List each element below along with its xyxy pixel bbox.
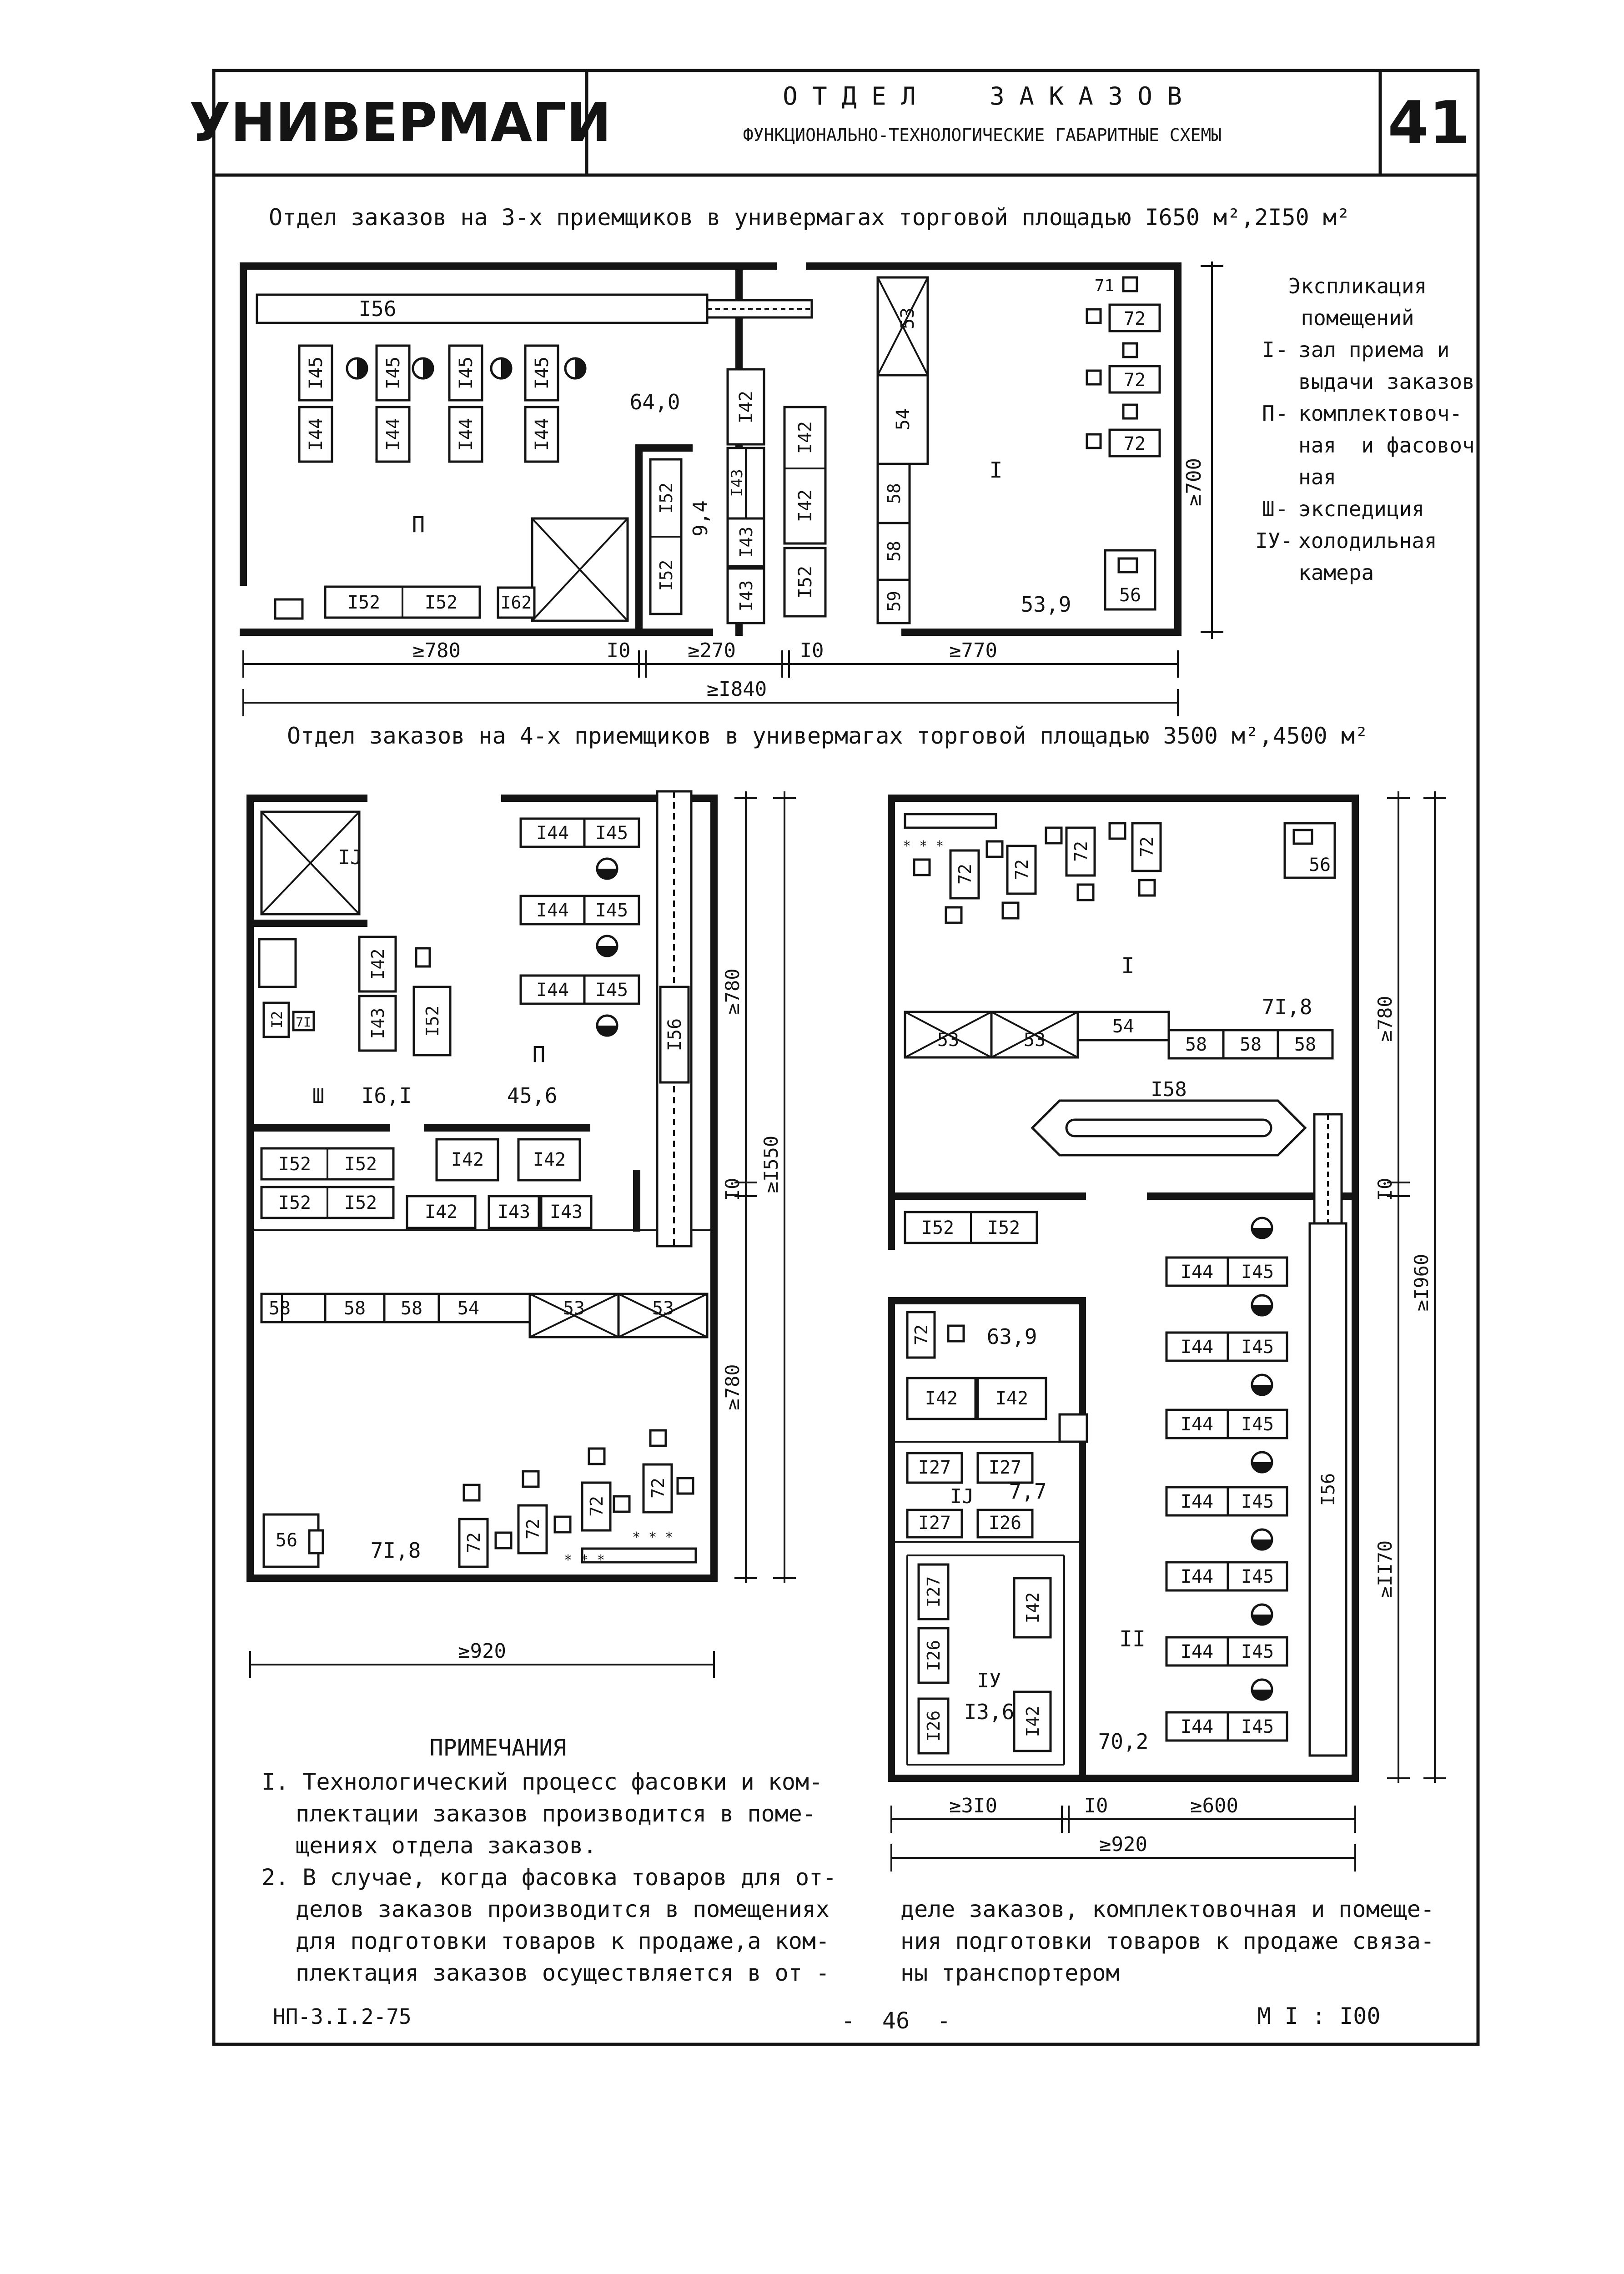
item-label: 53 — [652, 1298, 674, 1319]
item-label: 58 — [884, 541, 904, 562]
item-label: 71 — [1094, 277, 1114, 295]
sink-icon — [1060, 1414, 1087, 1442]
stool — [987, 841, 1002, 857]
room-label: IJ — [950, 1485, 974, 1508]
item-label: I44 — [1180, 1566, 1214, 1587]
dimension-label: ≥700 — [1182, 458, 1206, 506]
item-label: I58 — [1151, 1078, 1187, 1101]
item-label: I42 — [368, 948, 388, 980]
item-label: 54 — [1112, 1016, 1135, 1037]
item-label: I44 — [536, 823, 569, 844]
item-label: I62 — [500, 593, 532, 613]
item-label: I45 — [595, 900, 628, 921]
item-label: I52 — [656, 559, 676, 591]
area-label: 70,2 — [1098, 1729, 1149, 1754]
small-table — [259, 939, 296, 987]
item-label: 53 — [897, 307, 918, 330]
item-label: I52 — [656, 482, 676, 514]
item-label: I52 — [344, 1154, 377, 1175]
note-line: щениях отдела заказов. — [296, 1832, 597, 1859]
item-label: 54 — [457, 1298, 480, 1319]
room-label: I — [1121, 953, 1135, 979]
item-label: 72 — [1071, 841, 1091, 862]
stool — [1087, 371, 1101, 384]
legend-row-text: зал приема и — [1298, 337, 1450, 362]
item-label: I52 — [921, 1217, 955, 1238]
stool — [1294, 830, 1312, 844]
item-label: 53 — [937, 1030, 960, 1051]
plant-icon: * * * — [632, 1529, 674, 1545]
sheet-title: О Т Д Е Л З А К А З О В — [783, 82, 1182, 111]
stool — [1119, 558, 1137, 572]
stool — [555, 1517, 570, 1532]
stool — [914, 860, 930, 875]
item-label: I52 — [795, 565, 816, 599]
stool — [1123, 343, 1137, 357]
item-label: 56 — [1308, 855, 1331, 875]
legend-row-text: холодильная — [1298, 528, 1437, 553]
item-label: I52 — [347, 592, 381, 613]
item-label: I43 — [368, 1007, 388, 1039]
item-label: 72 — [648, 1478, 668, 1499]
area-label: 64,0 — [629, 390, 680, 414]
stool — [523, 1471, 538, 1487]
item-label: I45 — [306, 356, 327, 390]
item-label: I44 — [306, 418, 327, 451]
item-label: 72 — [1123, 433, 1146, 454]
sheet-subtitle: ФУНКЦИОНАЛЬНО-ТЕХНОЛОГИЧЕСКИЕ ГАБАРИТНЫЕ СХЕМЫ — [743, 125, 1222, 145]
document-code: НП-3.I.2-75 — [273, 2004, 412, 2029]
series-title: УНИВЕРМАГИ — [189, 91, 612, 154]
note-line: плектации заказов производится в поме- — [296, 1801, 816, 1827]
sink-icon — [275, 599, 302, 619]
dimension-label: ≥770 — [949, 639, 997, 662]
dimension-label: ≥920 — [458, 1640, 506, 1663]
room-label: Ш — [312, 1085, 325, 1108]
item-label: 54 — [893, 408, 914, 431]
item-label: 72 — [1012, 859, 1032, 880]
item-label: 56 — [275, 1530, 298, 1551]
item-label: I42 — [451, 1149, 484, 1170]
plan1-caption: Отдел заказов на 3-х приемщиков в универмагах торговой площадью I650 м²,2I50 м² — [268, 204, 1351, 231]
item-label: I56 — [664, 1018, 685, 1051]
area-label: 7I,8 — [370, 1538, 421, 1563]
item-label: I45 — [456, 356, 477, 390]
dimension-label: I0 — [721, 1177, 744, 1201]
item-label: I45 — [595, 823, 628, 844]
plan2-right — [891, 791, 1446, 1872]
item-label: 7I — [296, 1015, 311, 1030]
dimension-label: ≥I840 — [706, 678, 767, 701]
rack-54 — [439, 1294, 530, 1322]
item-label: 53 — [563, 1298, 585, 1319]
item-label: 72 — [587, 1496, 607, 1517]
plant-icon: * * * — [564, 1552, 605, 1568]
legend-row-text: ная — [1298, 465, 1337, 489]
plant-icon: * * * — [903, 838, 944, 854]
plan2-caption: Отдел заказов на 4-х приемщиков в универмагах торговой площадью 3500 м²,4500 м² — [287, 723, 1369, 749]
legend-dash: - — [1276, 401, 1288, 426]
note-line: ния подготовки товаров к продаже связа- — [900, 1928, 1434, 1954]
item-label: I42 — [795, 489, 816, 523]
item-label: I42 — [795, 421, 816, 454]
item-label: I26 — [924, 1640, 944, 1671]
dimension-label: ≥I960 — [1410, 1253, 1433, 1312]
item-label: 58 — [400, 1298, 423, 1319]
item-label: I27 — [988, 1457, 1022, 1478]
item-label: 72 — [1123, 308, 1146, 329]
item-label: 72 — [955, 864, 975, 885]
area-label: 63,9 — [986, 1324, 1037, 1349]
plan2-left — [250, 791, 796, 1678]
item-label: 72 — [1137, 836, 1157, 857]
legend-dash: - — [1276, 337, 1288, 362]
stool — [416, 948, 430, 966]
plan1 — [243, 262, 1223, 716]
scale-label: М I : I00 — [1257, 2003, 1381, 2029]
dimension-label: I0 — [606, 639, 631, 662]
note-line: делов заказов производится в помещениях — [296, 1896, 830, 1922]
stool — [1087, 309, 1101, 323]
note-line: плектация заказов осуществляется в от - — [296, 1960, 830, 1986]
item-label: I45 — [532, 356, 553, 390]
item-label: 58 — [1239, 1034, 1262, 1055]
item-label: I44 — [1180, 1491, 1214, 1512]
item-label: I52 — [278, 1192, 312, 1213]
item-label: 59 — [884, 591, 904, 612]
page-number: - 46 - — [841, 2007, 951, 2034]
item-label: I45 — [595, 980, 628, 1001]
item-label: I42 — [925, 1388, 958, 1409]
area-label: I3,6 — [964, 1700, 1015, 1724]
stool — [1139, 880, 1155, 896]
legend-subtitle: помещений — [1301, 306, 1414, 330]
item-label: 58 — [268, 1298, 291, 1319]
item-label: I44 — [536, 900, 569, 921]
conveyor-i56 — [257, 295, 707, 323]
item-label: I44 — [536, 980, 569, 1001]
note-line: I. Технологический процесс фасовки и ком- — [261, 1769, 823, 1795]
stool — [589, 1449, 604, 1464]
stool — [1110, 823, 1125, 839]
legend-dash: - — [1276, 497, 1288, 521]
item-label: I44 — [1180, 1641, 1214, 1662]
note-line: 2. В случае, когда фасовка товаров для от- — [261, 1864, 837, 1891]
item-label: I27 — [918, 1513, 951, 1534]
item-label: 58 — [1185, 1034, 1207, 1055]
item-label: I42 — [1023, 1706, 1043, 1737]
legend-row-number: П — [1262, 401, 1275, 426]
stool — [1123, 405, 1137, 418]
area-label: 9,4 — [689, 500, 712, 537]
item-label: 72 — [911, 1324, 931, 1345]
item-label: I42 — [1023, 1592, 1043, 1624]
item-label: I45 — [1241, 1491, 1274, 1512]
stool — [946, 907, 961, 923]
room-label: II — [1119, 1626, 1146, 1652]
item-label: 72 — [464, 1532, 484, 1553]
item-label: 58 — [343, 1298, 366, 1319]
stool — [1078, 885, 1093, 900]
legend-row-text: ная и фасовоч — [1298, 433, 1475, 458]
item-label: I42 — [736, 390, 757, 424]
legend-row-number: IУ- — [1255, 528, 1293, 553]
item-label: I44 — [1180, 1414, 1214, 1435]
item-label: I45 — [1241, 1414, 1274, 1435]
item-label: I52 — [424, 592, 458, 613]
dimension-label: ≥270 — [688, 639, 736, 662]
stool — [1046, 828, 1061, 843]
legend — [1255, 274, 1475, 585]
item-label: 58 — [1294, 1034, 1317, 1055]
note-line: ны транспортером — [900, 1960, 1120, 1986]
legend-row-text: камера — [1298, 560, 1374, 585]
item-label: I44 — [383, 418, 404, 451]
area-label: I6,I — [361, 1083, 412, 1108]
notes-title: ПРИМЕЧАНИЯ — [429, 1735, 567, 1761]
item-label: I44 — [1180, 1337, 1214, 1358]
room-label: IJ — [338, 846, 362, 869]
sheet-number: 41 — [1388, 88, 1470, 157]
item-label: I45 — [1241, 1337, 1274, 1358]
stool — [1087, 434, 1101, 448]
stool — [614, 1496, 629, 1512]
item-label: I52 — [422, 1005, 442, 1037]
item-label: I2 — [268, 1011, 286, 1029]
item-label: 56 — [1119, 585, 1141, 606]
item-label: I45 — [1241, 1566, 1274, 1587]
dimension-label: ≥780 — [412, 639, 461, 662]
dimension-label: ≥780 — [1374, 996, 1396, 1042]
item-label: I42 — [533, 1149, 566, 1170]
dimension-label: ≥3I0 — [949, 1794, 997, 1817]
stool — [464, 1485, 479, 1500]
dimension-label: ≥920 — [1099, 1833, 1147, 1856]
item-label: I52 — [344, 1192, 377, 1213]
item-label: I44 — [532, 418, 553, 451]
stool — [1003, 903, 1018, 918]
area-label: 53,9 — [1021, 592, 1071, 617]
area-label: 7,7 — [1009, 1479, 1047, 1504]
item-label: I45 — [1241, 1641, 1274, 1662]
stool — [309, 1530, 323, 1553]
stool — [650, 1430, 666, 1446]
item-label: I26 — [924, 1710, 944, 1742]
item-label: I44 — [1180, 1262, 1214, 1283]
legend-row-text: экспедиция — [1298, 497, 1424, 521]
area-label: 7I,8 — [1262, 995, 1312, 1019]
dimension-label: ≥II70 — [1374, 1540, 1396, 1598]
legend-row-text: комплектовоч- — [1298, 401, 1463, 426]
stool-71 — [1123, 277, 1137, 291]
dimension-label: I0 — [1084, 1794, 1108, 1817]
room-label: IУ — [977, 1669, 1001, 1692]
item-label: 58 — [884, 483, 904, 504]
dimension-label: ≥780 — [721, 1364, 744, 1410]
legend-row-number: Ш — [1262, 497, 1275, 521]
note-line: деле заказов, комплектовочная и помеще- — [900, 1896, 1434, 1922]
item-label: 72 — [523, 1519, 543, 1539]
item-label: I27 — [924, 1576, 944, 1608]
item-label: I52 — [278, 1154, 312, 1175]
legend-row-number: I — [1262, 337, 1275, 362]
item-label: I45 — [383, 356, 404, 390]
stool — [496, 1533, 511, 1548]
stool — [948, 1326, 964, 1341]
legend-row-text: выдачи заказов — [1298, 369, 1475, 394]
item-label: I42 — [995, 1388, 1029, 1409]
display-bench — [905, 814, 996, 828]
item-label: I43 — [549, 1202, 583, 1223]
item-label: I44 — [1180, 1716, 1214, 1737]
notes — [261, 1735, 1434, 1986]
item-label: I44 — [456, 418, 477, 451]
item-label: I52 — [987, 1217, 1021, 1238]
dimension-label: ≥I550 — [760, 1135, 782, 1193]
item-label: I45 — [1241, 1262, 1274, 1283]
item-label: I45 — [1241, 1716, 1274, 1737]
item-label: 53 — [1023, 1030, 1046, 1051]
dimension-label: I0 — [799, 639, 824, 662]
item-label: I43 — [728, 469, 746, 497]
item-label: I56 — [358, 297, 397, 321]
room-label: П — [532, 1042, 546, 1067]
room-label: П — [412, 512, 425, 538]
item-label: I43 — [736, 580, 756, 612]
area-label: 45,6 — [507, 1083, 558, 1108]
legend-title: Экспликация — [1288, 274, 1427, 298]
item-label: I42 — [424, 1202, 458, 1223]
item-label: I43 — [736, 526, 756, 558]
room-label: I — [989, 458, 1003, 483]
item-label: I43 — [497, 1202, 531, 1223]
item-label: I56 — [1318, 1473, 1339, 1506]
dimension-label: I0 — [1374, 1177, 1396, 1201]
item-label: I26 — [988, 1513, 1022, 1534]
dimension-label: ≥780 — [721, 968, 744, 1015]
conveyor-i58-center — [1066, 1120, 1271, 1136]
dimension-label: ≥600 — [1190, 1794, 1238, 1817]
item-label: I27 — [918, 1457, 951, 1478]
item-label: 72 — [1123, 370, 1146, 391]
stool — [678, 1478, 693, 1494]
note-line: для подготовки товаров к продаже,а ком- — [296, 1928, 830, 1954]
